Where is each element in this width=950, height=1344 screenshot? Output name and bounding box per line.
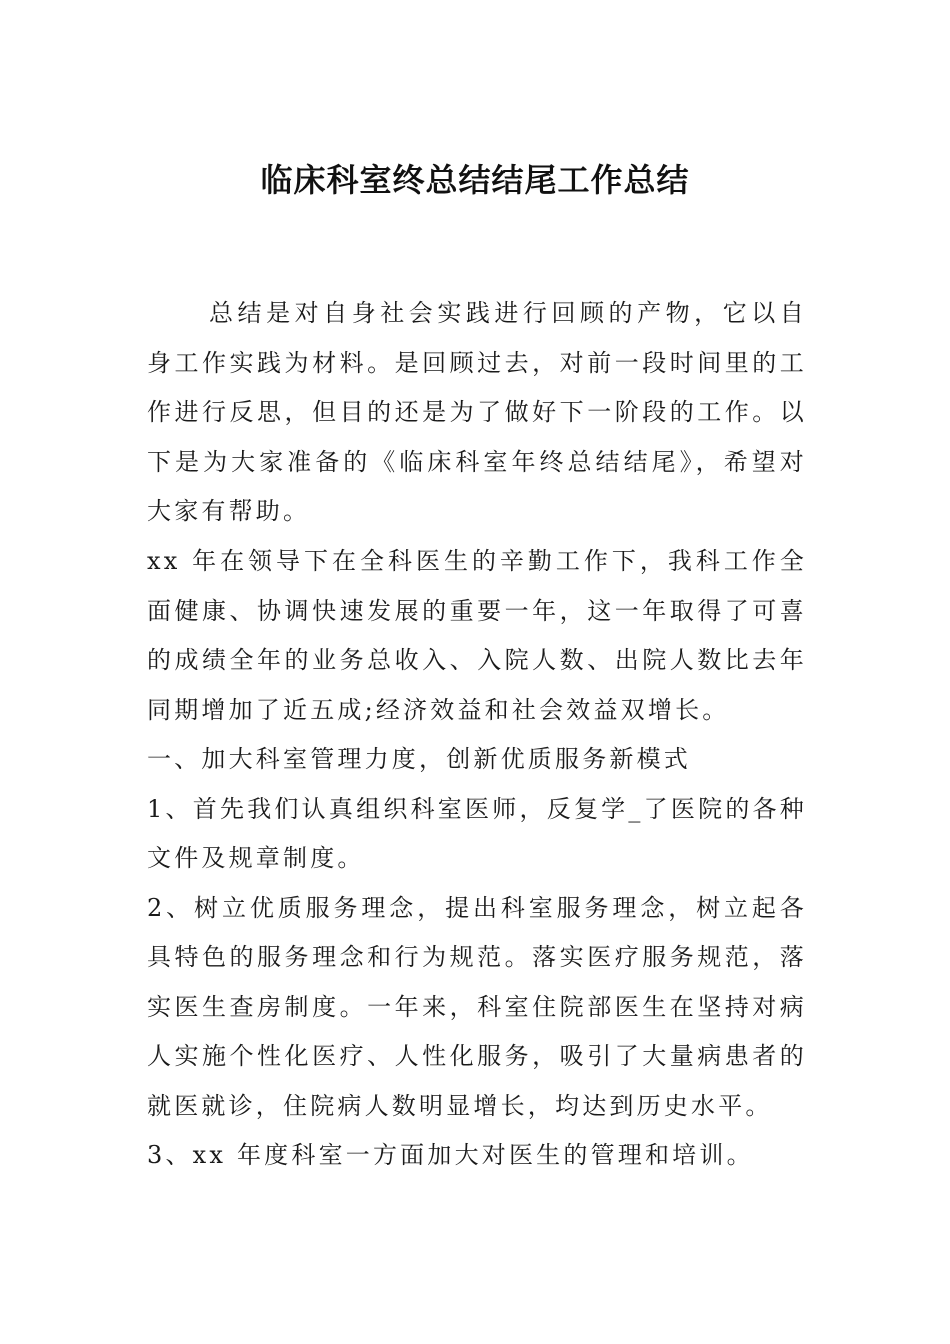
page-title: 临床科室终总结结尾工作总结 — [260, 161, 690, 199]
section-heading: 一、加大科室管理力度，创新优质服务新模式 — [147, 745, 691, 773]
main-content — [147, 537, 807, 1181]
paragraph-item-2: 2、树立优质服务理念，提出科室服务理念，树立起各具特色的服务理念和行为规范。落实医疗服务规范，落实医生查房制度。一年来，科室住院部医生在坚持对病人实施个性化医疗、人性化服务，吸引了大量病患者的就医就诊，住院病人数明显增长，均达到历史水平。 — [147, 893, 807, 1120]
paragraph-summary: xx 年在领导下在全科医生的辛勤工作下，我科工作全面健康、协调快速发展的重要一年，这一年取得了可喜的成绩全年的业务总收入、入院人数、出院人数比去年同期增加了近五成;经济效益和社会效益双增长。 — [147, 547, 807, 724]
intro-paragraph: 总结是对自身社会实践进行回顾的产物，它以自身工作实践为材料。是回顾过去，对前一段时间里的工作进行反思，但目的还是为了做好下一阶段的工作。以下是为大家准备的《临床科室年终总结结尾》，希望对大家有帮助。 — [147, 299, 807, 525]
paragraph-item-3: 3、xx 年度科室一方面加大对医生的管理和培训。 — [147, 1141, 754, 1169]
paragraph-item-1: 1、首先我们认真组织科室医师，反复学_了医院的各种文件及规章制度。 — [147, 794, 807, 872]
